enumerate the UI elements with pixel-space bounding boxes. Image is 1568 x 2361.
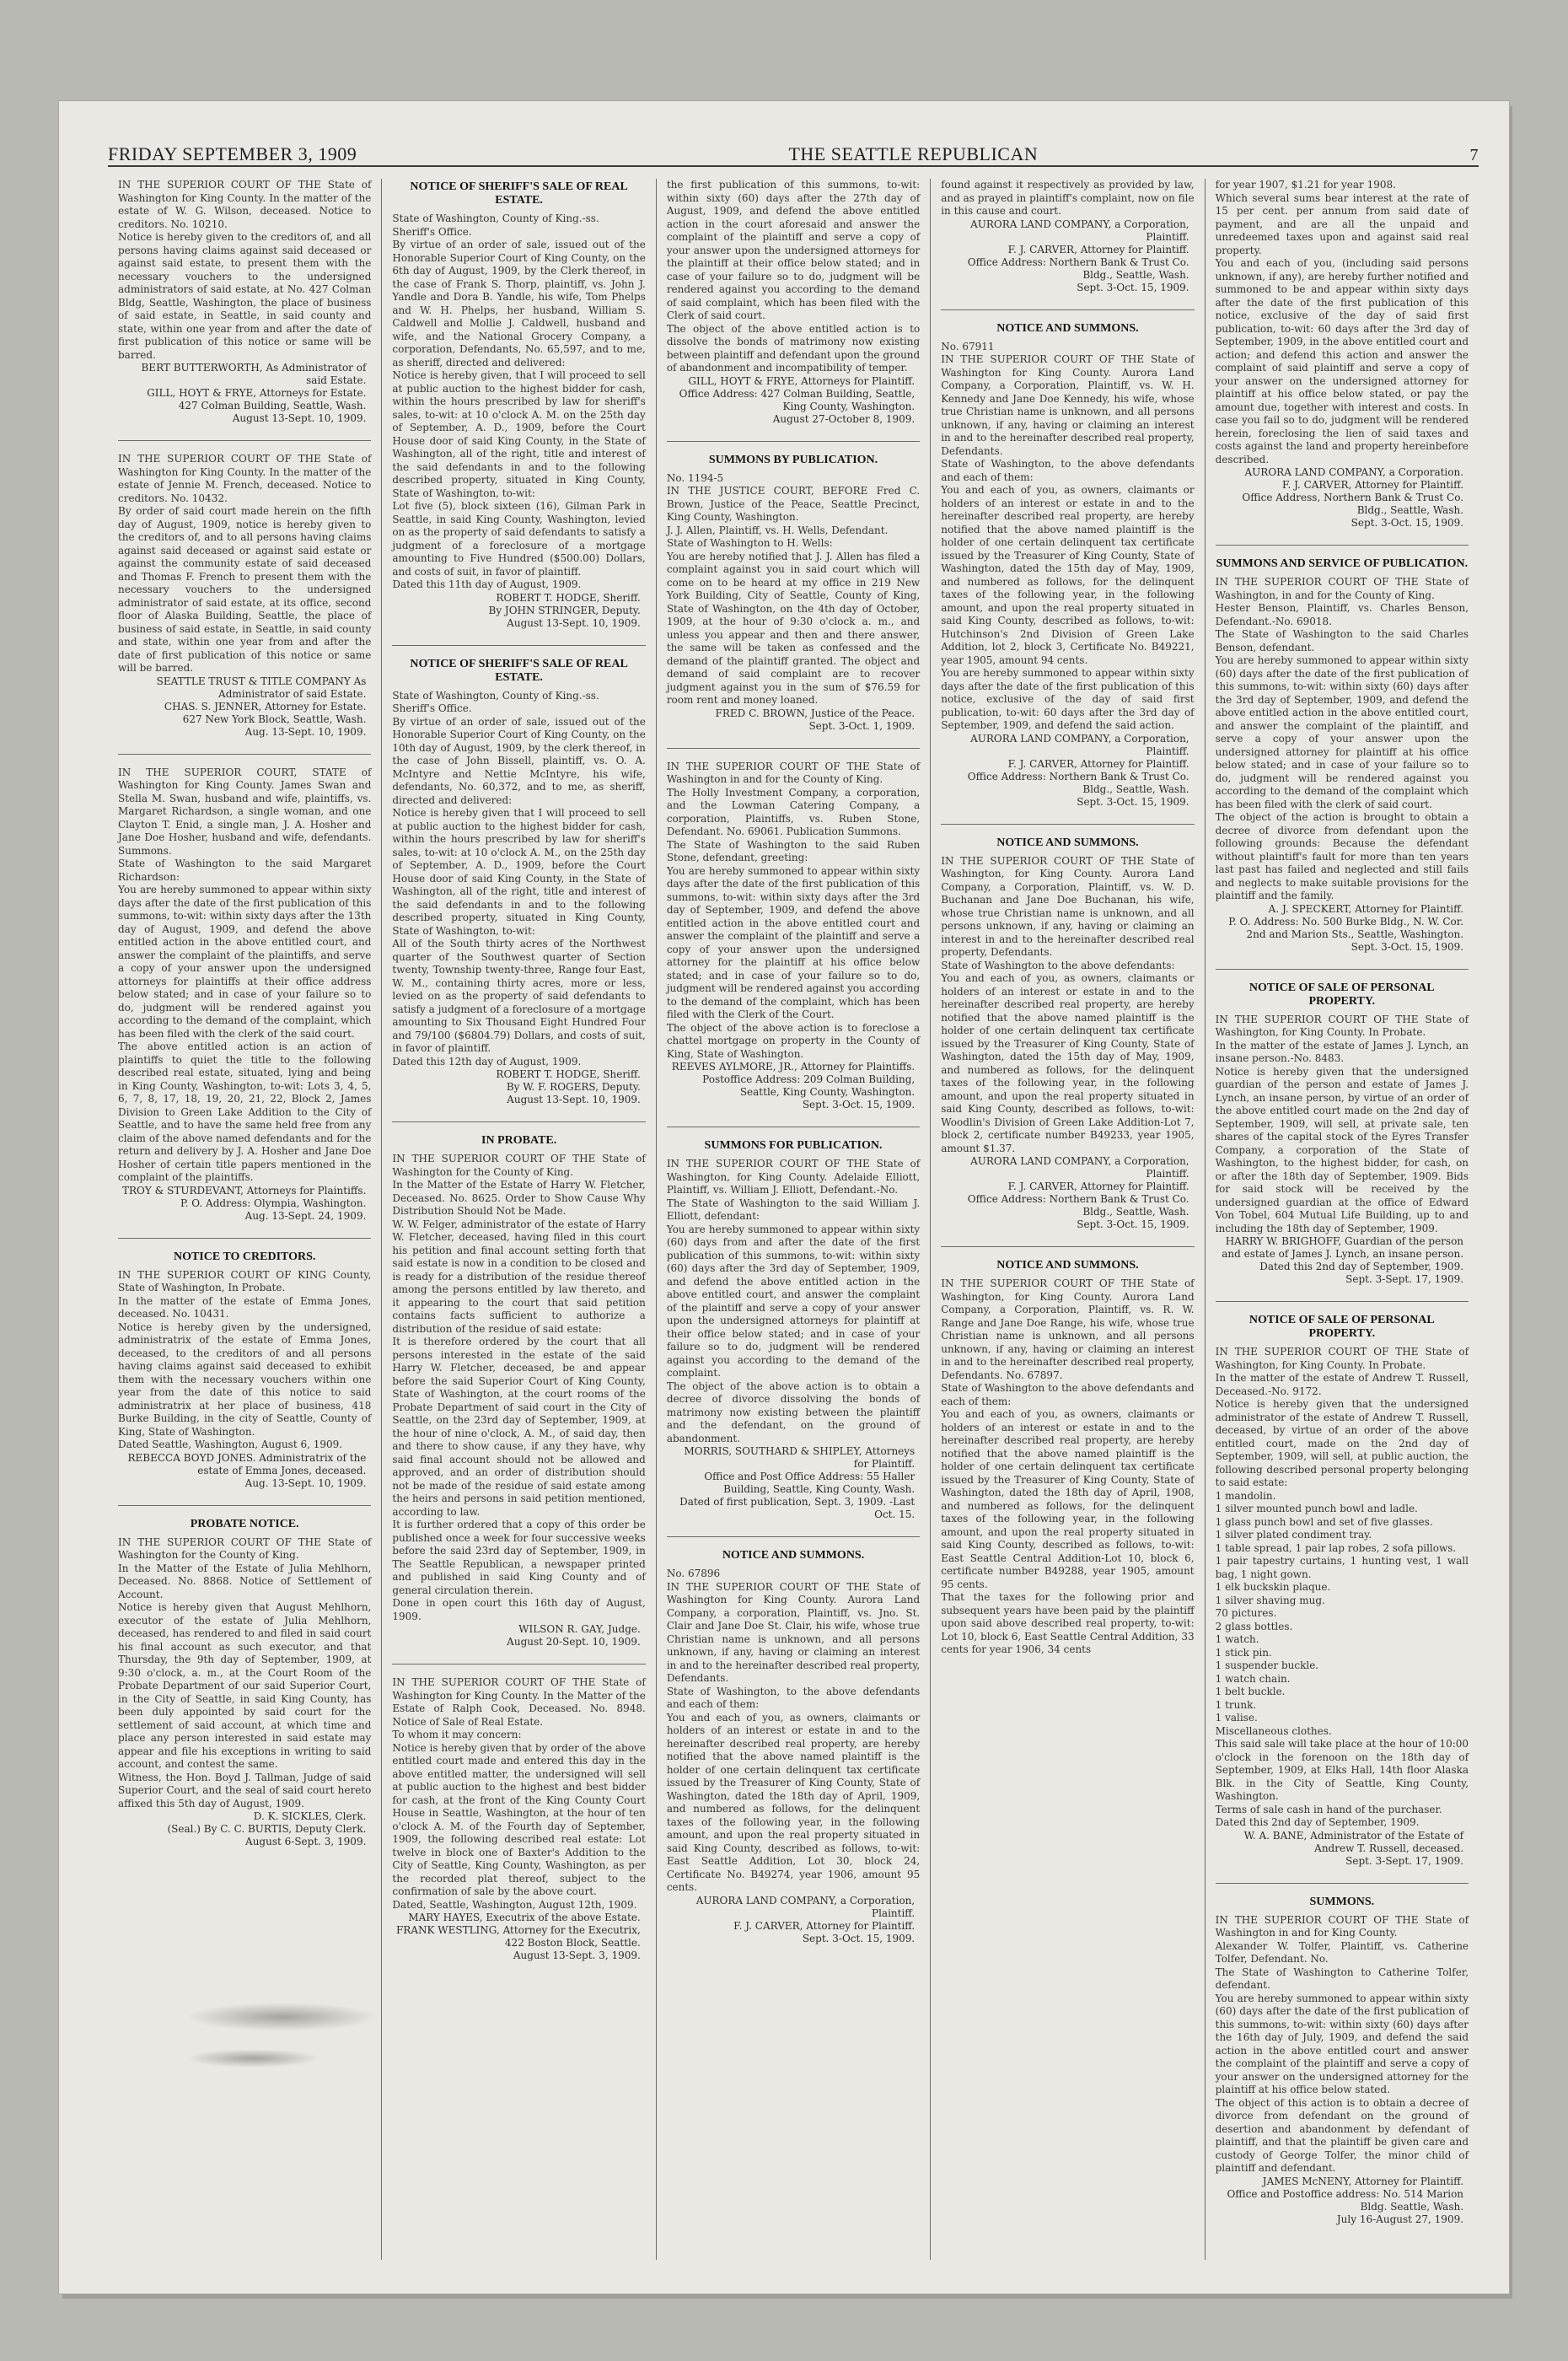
notice-body: IN THE SUPERIOR COURT, STATE of Washington for King County. James Swan and Stella M. Swan, husband and wife, plaintiffs, vs. Margaret Richardson, a single woman, and one Clayton T. Enid, a single man, J. A. Hosher and Jane Doe Hosher, husband and wife, defendants. Summons. State of Washington to the said Margaret Richardson: You are hereby summoned to appear within sixty days after the date of the first publication of this summons, to-wit: within sixty days after the 13th day of August, 1909, and defend the above entitled action in the above entitled court, and answer the complaint of the plaintiffs, and serve a copy of your answer upon the undersigned attorneys for plaintiffs at their office address below stated; and in case of your failure so to do, judgment will be rendered against you according to the demand of the complaint, which has been filed with the clerk of the said court. The above entitled action is an action of plaintiffs to quiet the title to the following described real estate, situated, lying and being in King County, Washington, to-wit: Lots 3, 4, 5, 6, 7, 8, 17, 18, 19, 20, 21, 22, Block 2, James Division to Green Lake Addition to the City of Seattle, and to have the same held free from any claim of the above named defendants and for the return and delivery by J. A. Hosher and Jane Doe Hosher of certain title papers mentioned in the complaint of the plaintiffs. [118, 766, 372, 1183]
legal-notice [118, 179, 371, 425]
notice-heading: NOTICE AND SUMMONS. [996, 321, 1139, 335]
column-2 [382, 179, 656, 2260]
notice-heading: NOTICE AND SUMMONS. [996, 836, 1139, 849]
notice-divider [1216, 1883, 1469, 1884]
notice-heading: NOTICE AND SUMMONS. [996, 1259, 1139, 1272]
legal-notice [392, 1134, 645, 1648]
legal-notice [392, 1676, 645, 1962]
legal-notice [1216, 1896, 1469, 2226]
legal-notice [1216, 179, 1469, 530]
notice-body: IN THE SUPERIOR COURT OF THE State of Washington, for King County. In Probate. In the matter of the estate of James J. Lynch, an insane person.-No. 8483. Notice is hereby given that the undersigned guardian of the person and estate of James J. Lynch, an insane person, by virtue of an order of the above entitled court made on the 2nd day of September, 1909, will sell, at private sale, ten shares of the capital stock of the Eyres Transfer Company, a corporation of the State of Washington, to the highest bidder, for cash, on or after the 18th day of September, 1909. Bids for said stock will be received by the undersigned guardian at the office of Edward Von Tobel, 604 Mutual Life Building, up to and including the 18th day of September, 1909. [1215, 1013, 1469, 1234]
notice-body: IN THE SUPERIOR COURT OF THE State of Washington, in and for the County of King. Hester Benson, Plaintiff, vs. Charles Benson, Defendant.-No. 69018. The State of Washington to the said Charles Benson, defendant. You are hereby summoned to appear within sixty (60) days after the date of the first publication of this summons, to-wit: within sixty (60) days after the 3rd day of September, 1909, and defend the above entitled action in the above entitled court, and answer the complaint of the plaintiff, and serve a copy of your answer upon the undersigned attorney for plaintiff at his office below stated; and in case of your failure so to do, judgment will be rendered against you according to the demand of the complaint which has been filed with the clerk of said court. The object of the action is brought to obtain a decree of divorce from defendant upon the following grounds: Because the defendant without plaintiff's fault for more than ten years last past has failed and neglected and still fails and neglects to make suitable provisions for the plaintiff and the family. [1215, 576, 1469, 901]
issue-date: FRIDAY SEPTEMBER 3, 1909 [108, 143, 357, 164]
notice-divider [118, 1238, 371, 1239]
notice-signature: AURORA LAND COMPANY, a Corporation, Plaintiff. F. J. CARVER, Attorney for Plaintiff. Sept. 3-Oct. 15, 1909. [695, 1894, 916, 1944]
notice-body: IN THE SUPERIOR COURT OF THE State of Washington in and for King County. Alexander W. Tolfer, Plaintiff, vs. Catherine Tolfer, Defendant. No. The State of Washington to Catherine Tolfer, defendant. You are hereby summoned to appear within sixty (60) days after the date of the first publication of this summons, to-wit: within sixty (60) days after the 16th day of July, 1909, and defend the said action in the above entitled court and answer the complaint of the plaintiff and serve a copy of your answer on the undersigned attorney for the plaintiff at his office below stated. The object of this action is to obtain a decree of divorce from defendant on the ground of desertion and abandonment by defendant of plaintiff, and that the plaintiff be given care and custody of George Tolfer, the minor child of plaintiff and defendant. [1215, 1913, 1469, 2174]
notice-signature: AURORA LAND COMPANY, a Corporation, Plaintiff. F. J. CARVER, Attorney for Plaintiff. Office Address: Northern Bank & Trust Co. Bldg., Seattle, Wash. Sept. 3-Oct. 15, 1909. [967, 1155, 1189, 1230]
legal-notice [392, 180, 645, 630]
notice-signature: ROBERT T. HODGE, Sheriff. By W. F. ROGERS, Deputy. August 13-Sept. 10, 1909. [496, 1068, 641, 1105]
notice-signature: SEATTLE TRUST & TITLE COMPANY As Administrator of said Estate. CHAS. S. JENNER, Attorney for Estate. 627 New York Block, Seattle, Wash. Aug. 13-Sept. 10, 1909. [156, 675, 367, 738]
notice-body: IN THE SUPERIOR COURT OF THE State of Washington for King County. In the Matter of the Estate of Ralph Cook, Deceased. No. 8948. Notice of Sale of Real Estate. To whom it may concern: Notice is hereby given that by order of the above entitled court made and entered this day in the above entitled matter, the undersigned will sell at public auction to the highest and best bidder for cash, at the front of the King County Court House in Seattle, Washington, at the hour of ten o'clock A. M. of the Fourth day of September, 1909, the following described real estate: Lot twelve in block one of Baxter's Addition to the City of Seattle, King County, Washington, as per the recorded plat thereof, subject to the confirmation of sale by the above court. Dated, Seattle, Washington, August 12th, 1909. [392, 1676, 646, 1911]
columns [108, 179, 1479, 2260]
legal-notice [667, 1139, 920, 1521]
notice-signature: MORRIS, SOUTHARD & SHIPLEY, Attorneys for Plaintiff. Office and Post Office Address: 55 Haller Building, Seattle, King County, Wash. Dated of first publication, Sept. 3, 1909. -Last Oct. 15. [679, 1445, 916, 1520]
notice-heading: NOTICE OF SHERIFF'S SALE OF REAL ESTATE. [410, 657, 628, 684]
notice-body: IN THE SUPERIOR COURT OF KING County, State of Washington, In Probate. In the matter of the estate of Emma Jones, deceased. No. 10431. Notice is hereby given by the undersigned, administratrix of the estate of Emma Jones, deceased, to the creditors of and all persons having claims against said deceased to exhibit them with the necessary vouchers within one year from the date of this notice to said administratrix at her place of business, 418 Burke Building, in the city of Seattle, County of King, State of Washington. Dated Seattle, Washington, August 6, 1909. [118, 1268, 372, 1450]
notice-body: found against it respectively as provided by law, and as prayed in plaintiff's complaint, now on file in this cause and court. [941, 179, 1198, 217]
notice-signature: W. A. BANE, Administrator of the Estate of Andrew T. Russell, deceased. Sept. 3-Sept. 17, 1909. [1243, 1829, 1464, 1867]
legal-notice [118, 1518, 371, 1849]
notice-heading: IN PROBATE. [481, 1134, 557, 1147]
newspaper-page [59, 101, 1509, 2294]
notice-signature: REBECCA BOYD JONES. Administratrix of the estate of Emma Jones, deceased. Aug. 13-Sept. 10, 1909. [127, 1451, 367, 1489]
notice-body: IN THE SUPERIOR COURT OF THE State of Washington, for King County. In Probate. In the matter of the estate of Andrew T. Russell, Deceased.-No. 9172. Notice is hereby given that the undersigned administrator of the estate of Andrew T. Russell, deceased, by virtue of an order of the above entitled court, made on the 2nd day of September, 1909, will sell, at public auction, the following described personal property belonging to said estate: 1 mandolin. 1 silver mounted punch bowl and ladle. 1 glass punch bowl and set of five glasses. 1 silver plated condiment tray. 1 table spread, 1 pair lap robes, 2 sofa pillows. 1 pair tapestry curtains, 1 hunting vest, 1 wall bag, 1 night gown. 1 elk buckskin plaque. 1 silver shaving mug. 70 pictures. 2 glass bottles. 1 watch. 1 stick pin. 1 suspender buckle. 1 watch chain. 1 belt buckle. 1 trunk. 1 valise. Miscellaneous clothes. This said sale will take place at the hour of 10:00 o'clock in the forenoon on the 18th day of September, 1909, at Elks Hall, 14th floor Alaska Blk. in the City of Seattle, King County, Washington. Terms of sale cash in hand of the purchaser. Dated this 2nd day of September, 1909. [1215, 1346, 1469, 1828]
notice-signature: D. K. SICKLES, Clerk. (Seal.) By C. C. BURTIS, Deputy Clerk. August 6-Sept. 3, 1909. [167, 1810, 367, 1847]
column-4 [931, 179, 1205, 2260]
notice-signature: TROY & STURDEVANT, Attorneys for Plaintiffs. P. O. Address: Olympia, Washington. Aug. 13-Sept. 24, 1909. [122, 1184, 367, 1222]
notice-heading: SUMMONS FOR PUBLICATION. [704, 1139, 883, 1152]
notice-body: IN THE SUPERIOR COURT OF THE State of Washington for the County of King. In the Matter of the Estate of Julia Mehlhorn, Deceased. No. 8868. Notice of Settlement of Account. Notice is hereby given that August Mehlhorn, executor of the estate of Julia Mehlhorn, deceased, has rendered to and filed in said court his final account as such executor, and that Thursday, the 9th day of September, 1909, at 9:30 o'clock, a. m., at the Court Room of the Probate Department of our said Superior Court, in the City of Seattle, in said King County, has been duly appointed by said court for the settlement of said account, at which time and place any person interested in said estate may appear and file his exceptions in writing to said account, and contest the same. Witness, the Hon. Boyd J. Tallman, Judge of said Superior Court, and the seal of said court hereto affixed this 5th day of August, 1909. [118, 1535, 372, 1810]
column-3 [657, 179, 931, 2260]
notice-body: IN THE SUPERIOR COURT OF THE State of Washington in and for the County of King. The Holly Investment Company, a corporation, and the Lowman Catering Company, a corporation, Plaintiffs, vs. Ruben Stone, Defendant. No. 69061. Publication Summons. The State of Washington to the said Ruben Stone, defendant, greeting: You are hereby summoned to appear within sixty days after the date of the first publication of this summons, to-wit: within sixty days after the 3rd day of September, 1909, and defend the above entitled action in the above entitled court and answer the complaint of the plaintiff and serve a copy of your answer upon the undersigned attorney for the plaintiff at his office below stated; and in case of your failure so to do, judgment will be rendered against you according to the demand of the complaint, which has been filed with the Clerk of the Court. The object of the above action is to foreclose a chattel mortgage on property in the County of King, State of Washington. [666, 760, 921, 1060]
notice-body: IN THE SUPERIOR COURT OF THE State of Washington, for King County. Adelaide Elliott, Plaintiff, vs. William J. Elliott, Defendant.-No. The State of Washington to the said William J. Elliott, defendant: You are hereby summoned to appear within sixty (60) days from and after the date of the first publication of this summons, to-wit: within sixty (60) days after the 3rd day of September, 1909, and defend the above entitled action in the above entitled court, and answer the complaint of the plaintiff and serve a copy of your answer upon the undersigned attorneys for plaintiff at their office below stated; and in case of your failure so to do, judgment will be rendered against you according to the demand of the complaint. The object of the above action is to obtain a decree of divorce dissolving the bonds of matrimony now existing between the plaintiff and the defendant, on the ground of abandonment. [666, 1158, 921, 1444]
notice-divider [941, 309, 1194, 310]
notice-divider [667, 1536, 920, 1537]
notice-heading: PROBATE NOTICE. [190, 1517, 299, 1530]
notice-signature: AURORA LAND COMPANY, a Corporation. F. J. CARVER, Attorney for Plaintiff. Office Address, Northern Bank & Trust Co. Bldg., Seattle, Wash. Sept. 3-Oct. 15, 1909. [1242, 466, 1464, 529]
notice-signature: AURORA LAND COMPANY, a Corporation, Plaintiff. F. J. CARVER, Attorney for Plaintiff. Office Address: Northern Bank & Trust Co. Bldg., Seattle, Wash. Sept. 3-Oct. 15, 1909. [967, 732, 1189, 808]
notice-body: for year 1907, $1.21 for year 1908. Which several sums bear interest at the rate of 15 per cent. per annum from said date of payment, and are all the unpaid and unredeemed taxes upon and against said real property. You and each of you, (including said persons unknown, if any), are hereby further notified and summoned to be and appear within sixty days after the date of the first publication of this notice, exclusive of the day of said first publication, to-wit: 60 days after the 3rd day of September, 1909, in the above entitled court and action; and defend this action and answer the complaint of said plaintiff and serve a copy of your answer on the undersigned attorney for plaintiff at his office below stated, or pay the amount due, together with interest and costs. In case you fail so to do, judgment will be rendered herein, foreclosing the lien of said taxes and costs against the land and property hereinbefore described. [1215, 179, 1469, 465]
notice-divider [392, 1664, 645, 1665]
notice-divider [1216, 545, 1469, 546]
notice-body: No. 67896 IN THE SUPERIOR COURT OF THE State of Washington for King County. Aurora Land Company, a corporation, Plaintiff, vs. Jno. St. Clair and Jane Doe St. Clair, his wife, whose true Christian name is unknown, and all persons unknown, if any, having or claiming an interest in and to the hereinafter described real property, Defendants. State of Washington, to the above defendants and each of them: You and each of you, as owners, claimants or holders of an interest or estate in and to the hereinafter described real property, are hereby notified that the above named plaintiff is the holder of one certain delinquent tax certificate issued by the Treasurer of King County, State of Washington, dated the 18th day of April, 1909, and numbered as follows, for the delinquent taxes of the following year, in the following amount, and upon the real property situated in said King County, described as follows, to-wit: East Seattle Addition, Lot 30, block 24, Certificate No. B49274, year 1906, amount 95 cents. [666, 1568, 921, 1893]
notice-divider [941, 1246, 1194, 1247]
notice-heading: SUMMONS. [1309, 1895, 1375, 1908]
legal-notice [118, 766, 371, 1223]
legal-notice [941, 179, 1198, 294]
legal-notice [667, 1549, 920, 1945]
legal-notice [667, 179, 920, 426]
legal-notice [667, 761, 920, 1112]
notice-heading: SUMMONS BY PUBLICATION. [708, 453, 878, 466]
notice-heading: NOTICE TO CREDITORS. [173, 1250, 316, 1263]
legal-notice [941, 836, 1194, 1232]
notice-signature: HARRY W. BRIGHOFF, Guardian of the person and estate of James J. Lynch, an insane person. Dated this 2nd day of September, 1909. Sept. 3-Sept. 17, 1909. [1222, 1235, 1464, 1285]
notice-divider [667, 748, 920, 749]
legal-notice [1216, 557, 1469, 954]
legal-notice [667, 454, 920, 733]
notice-signature: AURORA LAND COMPANY, a Corporation, Plaintiff. F. J. CARVER, Attorney for Plaintiff. Office Address: Northern Bank & Trust Co. Bldg., Seattle, Wash. Sept. 3-Oct. 15, 1909. [967, 218, 1189, 293]
notice-divider [1216, 969, 1469, 970]
notice-divider [118, 1505, 371, 1506]
notice-divider [118, 440, 371, 441]
notice-divider [118, 754, 371, 755]
notice-body: State of Washington, County of King.-ss. Sheriff's Office. By virtue of an order of sale, issued out of the Honorable Superior Court of King County, on the 6th day of August, 1909, by the Clerk thereof, in the case of Frank S. Thorp, plaintiff, vs. John J. Yandle and Dora B. Yandle, his wife, Tom Phelps and W. H. Phelps, her husband, William S. Caldwell and Mollie J. Caldwell, husband and wife, and the National Grocery Company, a corporation, Defendants, No. 65,597, and to me, as sheriff, directed and delivered: Notice is hereby given, that I will proceed to sell at public auction to the highest bidder for cash, within the hours prescribed by law for sheriff's sales, to-wit: at 10 o'clock A. M. on the 25th day of September, A. D., 1909, before the Court House door of said King County, in the State of Washington, all of the right, title and interest of the said defendants in and to the following described property, situated in King County, State of Washington, to-wit: Lot five (5), block sixteen (16), Gilman Park in Seattle, in said King County, Washington, levied on as the property of said defendants to satisfy a judgment of a foreclosure of a mortgage amounting to Five Hundred ($500.00) Dollars, and costs of suit, in favor of plaintiff. Dated this 11th day of August, 1909. [392, 212, 646, 590]
notice-body: No. 1194-5 IN THE JUSTICE COURT, BEFORE Fred C. Brown, Justice of the Peace, Seattle Precinct, King County, Washington. J. J. Allen, Plaintiff, vs. H. Wells, Defendant. State of Washington to H. Wells: You are hereby notified that J. J. Allen has filed a complaint against you in said court which will come on to be heard at my office in 219 New York Building, City of Seattle, County of King, State of Washington, on the 4th day of October, 1909, at the hour of 9:30 o'clock a. m., and unless you appear and then and there answer, the same will be taken as confessed and the demand of the plaintiff granted. The object and demand of said complaint are to recover judgment against you in the sum of $76.59 for room rent and money loaned. [666, 471, 921, 706]
notice-signature: FRED C. BROWN, Justice of the Peace. Sept. 3-Oct. 1, 1909. [715, 707, 916, 732]
page-number: 7 [1469, 146, 1479, 164]
notice-body: No. 67911 IN THE SUPERIOR COURT OF THE State of Washington for King County. Aurora Land Company, a Corporation, Plaintiff, vs. W. H. Kennedy and Jane Doe Kennedy, his wife, whose true Christian name is unknown, and all persons unknown, if any, having or claiming an interest in and to the hereinafter described real property, Defendants. State of Washington, to the above defendants and each of them: You and each of you, as owners, claimants or holders of an interest or estate in and to the hereinafter described real property, are hereby notified that the above named plaintiff is the holder of one certain delinquent tax certificate issued by the Treasurer of King County, State of Washington, dated the 15th day of May, 1909, and numbered as follows, for the delinquent taxes of the following year, in the following amount, and upon the real property situated in said King County, described as follows, to-wit: Hutchinson's 2nd Division of Green Lake Addition, lot 2, block 3, Certificate No. B49221, year 1905, amount 94 cents. You are hereby summoned to appear within sixty days after the date of the first publication of this notice, exclusive of the day of said first publication, to-wit: 60 days after the 3rd day of September, 1909, and defend the said action. [941, 340, 1195, 731]
notice-heading: NOTICE OF SHERIFF'S SALE OF REAL ESTATE. [410, 180, 628, 207]
notice-divider [1216, 1301, 1469, 1302]
legal-notice [118, 453, 371, 739]
notice-heading: NOTICE AND SUMMONS. [722, 1549, 865, 1562]
legal-notice [1216, 1314, 1469, 1868]
notice-heading: SUMMONS AND SERVICE OF PUBLICATION. [1216, 557, 1469, 570]
notice-body: IN THE SUPERIOR COURT OF THE State of Washington, for King County. Aurora Land Company, a Corporation, Plaintiff, vs. W. D. Buchanan and Jane Doe Buchanan, his wife, whose true Christian name is unknown, and all persons unknown, if any, having or claiming an interest in and to the hereinafter described real property, Defendants. State of Washington to the above defendants: You and each of you, as owners, claimants or holders of an interest or estate in and to the hereinafter described real property, are hereby notified that the above named plaintiff is the holder of one certain delinquent tax certificate issued by the Treasurer of King County, State of Washington, dated the 15th day of May, 1909, and numbered as follows, for the delinquent taxes of the following year, in the following amount, and upon the real property situated in said King County, described as follows, to-wit: Woodlin's Division of Green Lake Addition-Lot 7, block 2, certificate number B49233, year 1905, amount $1.37. [941, 854, 1195, 1154]
masthead [108, 132, 1479, 167]
notice-divider [392, 1121, 645, 1122]
notice-body: IN THE SUPERIOR COURT OF THE State of Washington, for King County. Aurora Land Company, a Corporation, Plaintiff, vs. R. W. Range and Jane Doe Range, his wife, whose true Christian name is unknown, and all persons unknown, if any, having or claiming an interest in and to the hereinafter described real property, Defendants. No. 67897. State of Washington to the above defendants and each of them: You and each of you, as owners, claimants or holders of an interest or estate in and to the hereinafter described real property, are hereby notified that the above named plaintiff is the holder of one certain delinquent tax certificate issued by the Treasurer of King County, State of Washington, dated the 18th day of April, 1908, and numbered as follows, for the delinquent taxes of the following year, in the following amount, and upon the real property situated in said King County, described as follows, to-wit: East Seattle Central Addition-Lot 10, block 6, certificate number B49288, year 1905, amount 95 cents. That the taxes for the following prior and subsequent years have been paid by the plaintiff upon said above described real property, to-wit: Lot 10, block 6, East Seattle Central Addition, 33 cents for year 1906, 34 cents [941, 1277, 1195, 1655]
notice-signature: MARY HAYES, Executrix of the above Estate. FRANK WESTLING, Attorney for the Executrix, 422 Boston Block, Seattle. August 13-Sept. 3, 1909. [395, 1912, 641, 1961]
notice-heading: NOTICE OF SALE OF PERSONAL PROPERTY. [1248, 981, 1435, 1008]
notice-signature: BERT BUTTERWORTH, As Administrator of said Estate. GILL, HOYT & FRYE, Attorneys for Estate. 427 Colman Building, Seattle, Wash. August 13-Sept. 10, 1909. [141, 362, 367, 424]
notice-signature: ROBERT T. HODGE, Sheriff. By JOHN STRINGER, Deputy. August 13-Sept. 10, 1909. [488, 591, 641, 629]
notice-signature: WILSON R. GAY, Judge. August 20-Sept. 10, 1909. [507, 1623, 641, 1648]
notice-heading: NOTICE OF SALE OF PERSONAL PROPERTY. [1248, 1314, 1435, 1340]
notice-signature: JAMES McNENY, Attorney for Plaintiff. Office and Postoffice address: No. 514 Marion Bldg. Seattle, Wash. July 16-August 27, 1909. [1227, 2175, 1464, 2225]
notice-signature: A. J. SPECKERT, Attorney for Plaintiff. P. O. Address: No. 500 Burke Bldg., N. W. Cor. 2nd and Marion Sts., Seattle, Washington. Sept. 3-Oct. 15, 1909. [1228, 902, 1464, 953]
newspaper-title: THE SEATTLE REPUBLICAN [788, 143, 1039, 164]
notice-signature: REEVES AYLMORE, JR., Attorney for Plaintiffs. Postoffice Address: 209 Colman Building, Seattle, King County, Washington. Sept. 3-Oct. 15, 1909. [671, 1061, 916, 1111]
legal-notice [941, 322, 1194, 809]
notice-divider [941, 824, 1194, 825]
legal-notice [941, 1259, 1194, 1657]
notice-divider [667, 441, 920, 442]
notice-signature: GILL, HOYT & FRYE, Attorneys for Plaintiff. Office Address: 427 Colman Building, Seattle, King County, Washington. August 27-October 8, 1909. [679, 374, 916, 425]
column-1 [108, 179, 382, 2260]
notice-body: State of Washington, County of King.-ss. Sheriff's Office. By virtue of an order of sale, issued out of the Honorable Superior Court of King County, on the 10th day of August, 1909, by the clerk thereof, in the case of John Bissell, plaintiff, vs. O. A. McIntyre and Nettie McIntyre, his wife, defendants, No. 60,372, and to me, as sheriff, directed and delivered: Notice is hereby given that I will proceed to sell at public auction to the highest bidder for cash, within the hours prescribed by law for sheriff's sales, to-wit: at 10 o'clock A. M., on the 25th day of September, A. D., 1909, before the Court House door of said King County, in the State of Washington, all of the right, title and interest of the said defendants in and to the following described property, situated in King County, State of Washington, to-wit: All of the South thirty acres of the Northwest quarter of the Southwest quarter of Section twenty, Township twenty-three, Range four East, W. M., containing thirty acres, more or less, levied on as the property of said defendants to satisfy a judgment of a foreclosure of a mortgage amounting to Six Thousand Eight Hundred Four and 79/100 ($6804.79) Dollars, and costs of suit, in favor of plaintiff. Dated this 12th day of August, 1909. [392, 689, 646, 1068]
legal-notice [392, 658, 645, 1107]
notice-body: IN THE SUPERIOR COURT OF THE State of Washington for the County of King. In the Matter of the Estate of Harry W. Fletcher, Deceased. No. 8625. Order to Show Cause Why Distribution Should Not be Made. W. W. Felger, administrator of the estate of Harry W. Fletcher, deceased, having filed in this court his petition and final account setting forth that said estate is now in a condition to be closed and is ready for a distribution of the residue thereof among the persons entitled by law thereto, and it appearing to the court that said petition contains facts sufficient to authorize a distribution of the residue of said estate: It is therefore ordered by the court that all persons interested in the estate of the said Harry W. Fletcher, deceased, be and appear before the said Superior Court of King County, State of Washington, at the court rooms of the Probate Department of said court in the City of Seattle, on the 23rd day of September, 1909, at the hour of nine o'clock, A. M., of said day, then and there to show cause, if any they have, why said final account should not be allowed and approved, and an order of distribution should not be made of the residue of said estate among the heirs and persons in said petition mentioned, according to law. It is further ordered that a copy of this order be published once a week for four successive weeks before the said 23rd day of September, 1909, in The Seattle Republican, a newspaper printed and published in said King County and of general circulation therein. Done in open court this 16th day of August, 1909. [392, 1153, 646, 1622]
notice-body: the first publication of this summons, to-wit: within sixty (60) days after the 27th day of August, 1909, and defend the above entitled action in the court aforesaid and answer the complaint of the plaintiff and serve a copy of your answer upon the undersigned attorneys for the plaintiff at their office below stated; and in case of your failure so to do, judgment will be rendered against you according to the demand of said complaint, which has been filed with the Clerk of said court. The object of the above entitled action is to dissolve the bonds of matrimony now existing between plaintiff and defendant upon the ground of abandonment and incompatibility of temper. [666, 179, 921, 374]
notice-divider [392, 645, 645, 646]
legal-notice [118, 1250, 371, 1490]
column-5 [1206, 179, 1479, 2260]
notice-body: IN THE SUPERIOR COURT OF THE State of Washington for King County. In the matter of the estate of W. G. Wilson, deceased. Notice to creditors. No. 10210. Notice is hereby given to the creditors of, and all persons having claims against said deceased or against said estate, to present them with the necessary vouchers to the undersigned administrators of said estate, at No. 427 Colman Bldg, Seattle, Washington, the place of business of said estate, in Seattle, in said county and state, within one year from and after the date of first publication of this notice or same will be barred. [118, 179, 372, 361]
notice-body: IN THE SUPERIOR COURT OF THE State of Washington for King County. In the matter of the estate of Jennie M. French, deceased. Notice to creditors. No. 10432. By order of said court made herein on the fifth day of August, 1909, notice is hereby given to the creditors of, and to all persons having claims against said deceased or against said estate or against the community estate of said deceased and Thomas F. French to present them with the necessary vouchers to the undersigned administrator of said estate, at its office, second floor of Alaska Building, Seattle, the place of business of said estate, in Seattle, in said county and state, within one year from and after the date of first publication of this notice or same will be barred. [118, 453, 372, 674]
legal-notice [1216, 982, 1469, 1287]
